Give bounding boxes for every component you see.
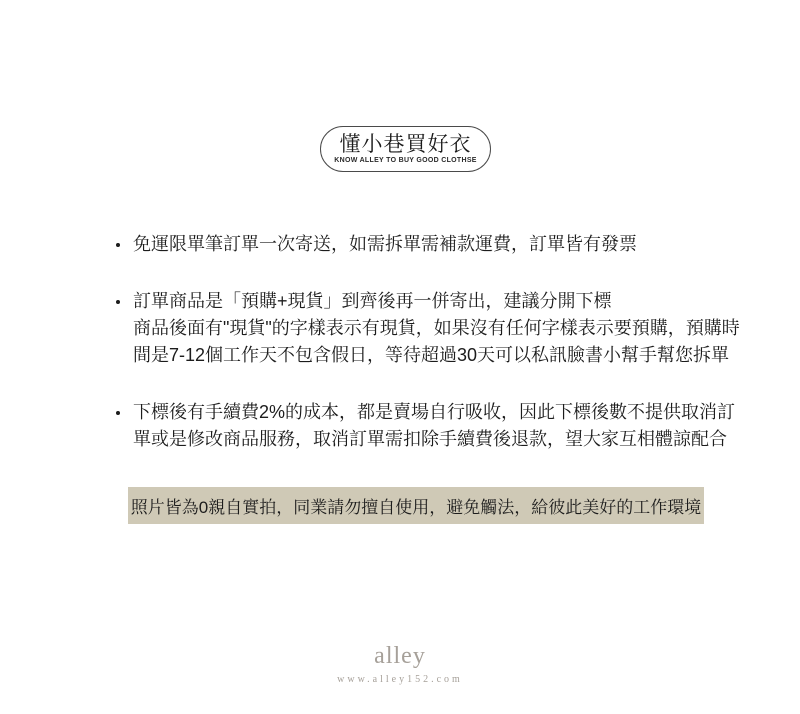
notice-lines <box>133 231 637 258</box>
brand-title: 懂小巷買好衣 <box>339 132 472 156</box>
notice-line: 免運限單筆訂單一次寄送，如需拆單需補款運費，訂單皆有發票 <box>133 234 637 254</box>
photo-copyright-text: 照片皆為0親自實拍，同業請勿擅自使用，避免觸法，給彼此美好的工作環境 <box>130 498 702 517</box>
footer-brand: alley <box>374 643 426 669</box>
notice-line: 下標後有手續費2%的成本，都是賣場自行吸收，因此下標後數不提供取消訂 <box>133 402 736 422</box>
brand-subtitle: KNOW ALLEY TO BUY GOOD CLOTHSE <box>334 156 477 164</box>
bullet-icon <box>113 288 133 315</box>
notice-item <box>113 231 733 258</box>
notice-item <box>113 288 740 369</box>
bullet-icon <box>113 399 133 426</box>
notice-line: 間是7-12個工作天不包含假日，等待超過30天可以私訊臉書小幫手幫您拆單 <box>133 345 730 365</box>
brand-badge <box>320 126 491 172</box>
notice-line: 單或是修改商品服務，取消訂單需扣除手續費後退款，望大家互相體諒配合 <box>133 429 727 449</box>
notice-item <box>113 399 736 453</box>
notice-lines <box>133 288 740 369</box>
notice-list <box>113 231 740 453</box>
photo-copyright-banner <box>128 487 704 524</box>
footer <box>0 643 800 688</box>
notice-lines <box>133 399 735 453</box>
footer-url: www.alley152.com <box>337 674 463 685</box>
notice-line: 商品後面有"現貨"的字樣表示有現貨，如果沒有任何字樣表示要預購，預購時 <box>133 318 740 338</box>
bullet-icon <box>113 231 133 258</box>
notice-line: 訂單商品是「預購+現貨」到齊後再一併寄出，建議分開下標 <box>133 291 612 311</box>
